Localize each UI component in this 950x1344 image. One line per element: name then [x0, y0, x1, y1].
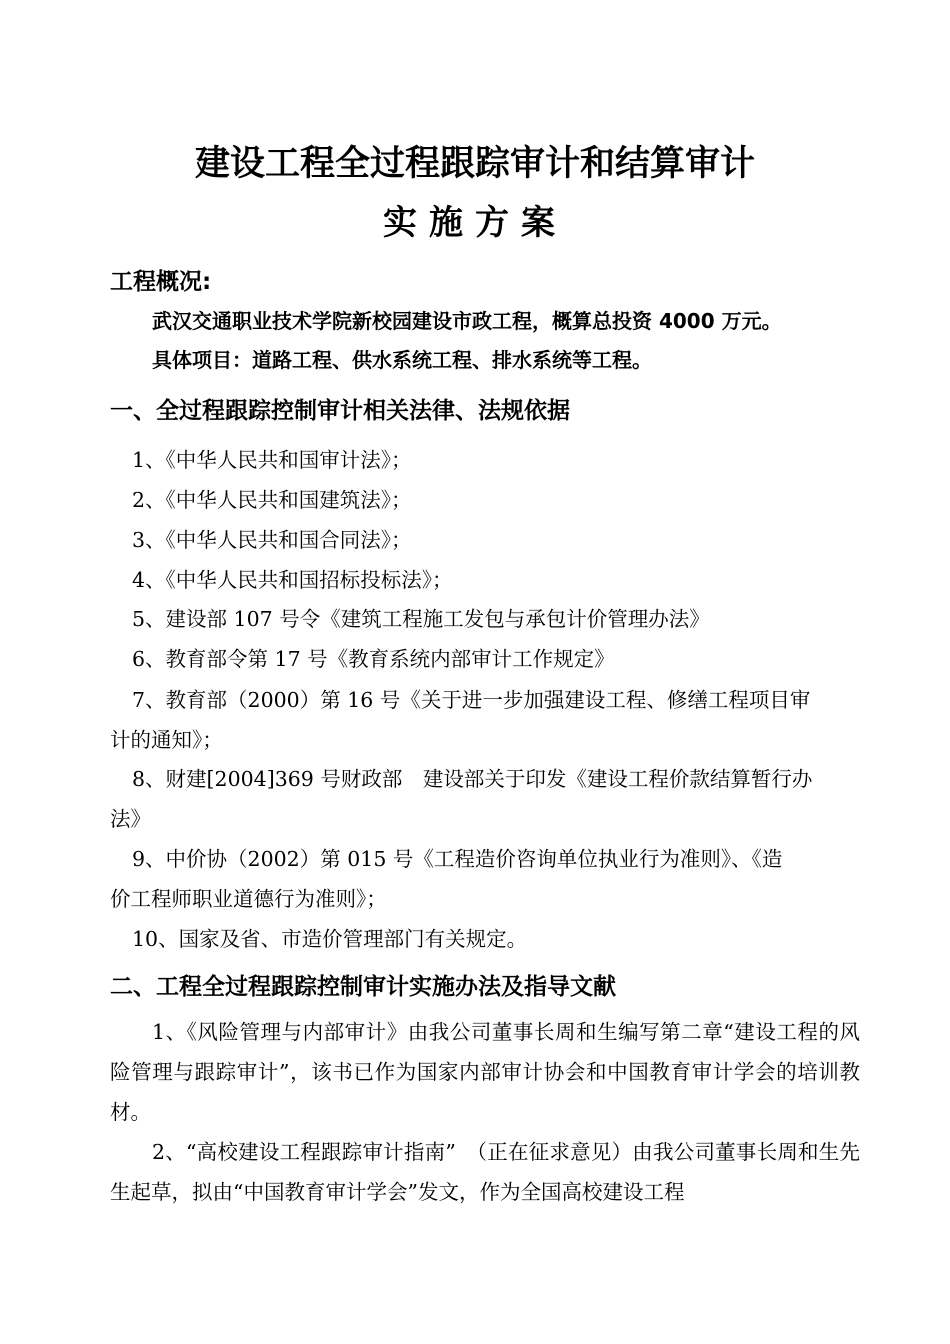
law-item-7: 7、教育部（2000）第 16 号《关于进一步加强建设工程、修缮工程项目审: [132, 688, 811, 712]
law-item-7-cont: 计的通知》；: [110, 728, 223, 752]
law-item-2: 2、《中华人民共和国建筑法》；: [132, 488, 412, 512]
law-item-9-cont: 价工程师职业道德行为准则》；: [110, 887, 387, 911]
document-title: 建设工程全过程跟踪审计和结算审计: [194, 143, 755, 184]
guidance-paragraph-2: 2、“高校建设工程跟踪审计指南” （正在征求意见）由我公司董事长周和生先生起草，拟由“中国教育审计学会”发文，作为全国高校建设工程: [110, 1140, 860, 1204]
law-item-1: 1、《中华人民共和国审计法》；: [132, 448, 412, 472]
law-item-8-cont: 法》: [110, 807, 151, 831]
law-item-3: 3、《中华人民共和国合同法》；: [132, 528, 412, 552]
overview-line-2: 具体项目：道路工程、供水系统工程、排水系统等工程。: [152, 348, 652, 372]
document-subtitle: 实施方案: [383, 203, 567, 243]
law-item-4: 4、《中华人民共和国招标投标法》；: [132, 568, 453, 592]
overview-heading: 工程概况:: [110, 269, 212, 295]
section2-heading: 二、工程全过程跟踪控制审计实施办法及指导文献: [110, 974, 616, 1000]
law-item-10: 10、国家及省、市造价管理部门有关规定。: [132, 927, 528, 951]
overview-line-1: 武汉交通职业技术学院新校园建设市政工程，概算总投资 4000 万元。: [152, 309, 782, 333]
law-item-5: 5、建设部 107 号令《建筑工程施工发包与承包计价管理办法》: [132, 607, 710, 631]
law-item-8: 8、财建[2004]369 号财政部 建设部关于印发《建设工程价款结算暂行办: [132, 767, 813, 791]
law-item-9: 9、中价协（2002）第 015 号《工程造价咨询单位执业行为准则》、《造: [132, 847, 783, 871]
guidance-paragraph-1: 1、《风险管理与内部审计》由我公司董事长周和生编写第二章“建设工程的风险管理与跟踪审计”，该书已作为国家内部审计协会和中国教育审计学会的培训教材。: [110, 1020, 860, 1124]
section1-heading: 一、全过程跟踪控制审计相关法律、法规依据: [110, 398, 570, 424]
law-item-6: 6、教育部令第 17 号《教育系统内部审计工作规定》: [132, 647, 615, 671]
